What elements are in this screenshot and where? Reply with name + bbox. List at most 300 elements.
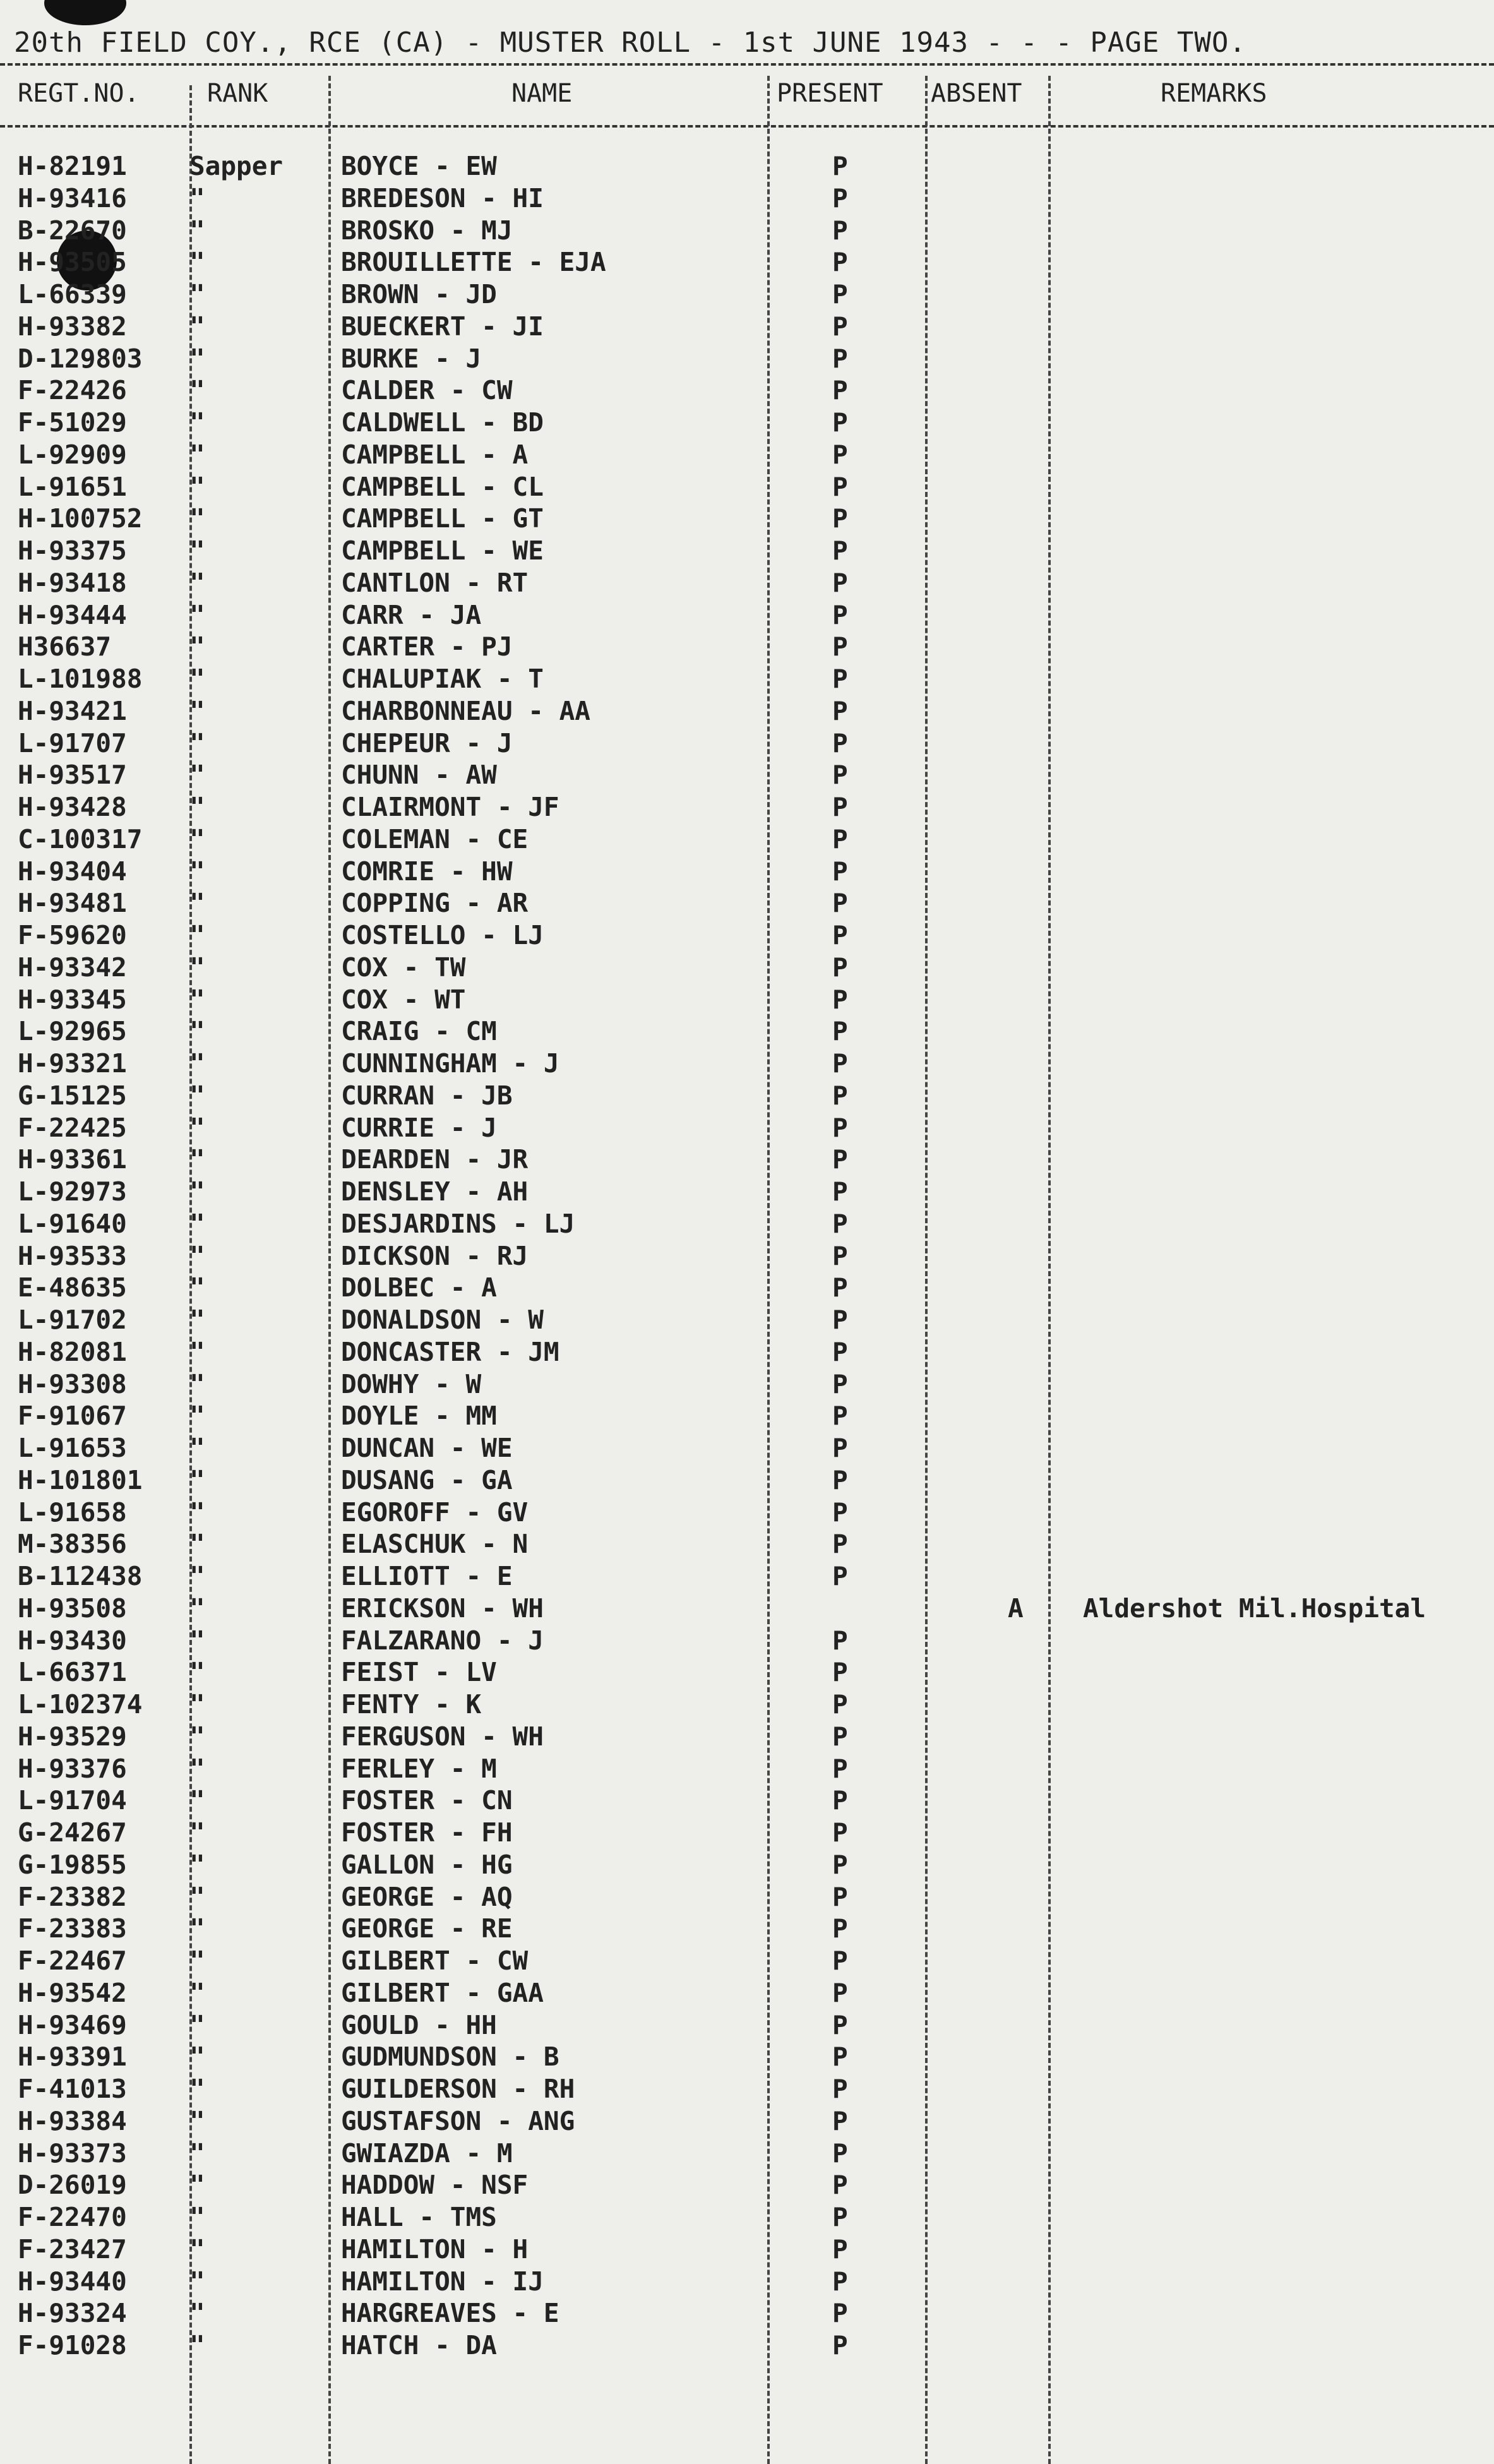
soldier-name: CAMPBELL - WE — [341, 535, 544, 566]
soldier-name: FENTY - K — [341, 1689, 482, 1719]
soldier-name: CANTLON - RT — [341, 567, 529, 598]
soldier-name: COLEMAN - CE — [341, 823, 529, 854]
present-mark: P — [832, 471, 848, 502]
soldier-name: DUSANG - GA — [341, 1464, 513, 1495]
rank: " — [189, 215, 205, 246]
table-row — [0, 1144, 1494, 1176]
table-row — [0, 2073, 1494, 2105]
table-row — [0, 439, 1494, 471]
rank: Sapper — [189, 151, 284, 181]
table-row — [0, 278, 1494, 311]
soldier-name: FERLEY - M — [341, 1753, 497, 1784]
table-row — [0, 791, 1494, 823]
regt-number: F-23427 — [18, 2234, 127, 2264]
rank: " — [189, 760, 205, 791]
soldier-name: CRAIG - CM — [341, 1016, 497, 1047]
col-header-regt: REGT.NO. — [18, 79, 140, 108]
present-mark: P — [832, 2138, 848, 2168]
title-underline — [0, 63, 1494, 66]
regt-number: F-91067 — [18, 1401, 127, 1432]
rank: " — [189, 1657, 205, 1688]
soldier-name: FERGUSON - WH — [341, 1721, 544, 1752]
regt-number: B-112438 — [18, 1561, 143, 1591]
rank: " — [189, 1593, 205, 1624]
table-row — [0, 1464, 1494, 1497]
table-row — [0, 2169, 1494, 2201]
soldier-name: HAMILTON - H — [341, 2234, 529, 2264]
regt-number: G-19855 — [18, 1849, 127, 1880]
regt-number: H-93430 — [18, 1625, 127, 1656]
table-row — [0, 919, 1494, 952]
regt-number: F-59620 — [18, 920, 127, 950]
present-mark: P — [832, 1401, 848, 1432]
regt-number: F-23382 — [18, 1881, 127, 1912]
rank: " — [189, 1881, 205, 1912]
regt-number: L-102374 — [18, 1689, 143, 1719]
table-row — [0, 374, 1494, 407]
soldier-name: GEORGE - AQ — [341, 1881, 513, 1912]
regt-number: F-23383 — [18, 1913, 127, 1944]
regt-number: H-93440 — [18, 2266, 127, 2297]
table-row — [0, 1336, 1494, 1368]
present-mark: P — [832, 631, 848, 662]
present-mark: P — [832, 1240, 848, 1271]
table-row — [0, 1528, 1494, 1560]
remarks: Aldershot Mil.Hospital — [1083, 1593, 1426, 1624]
rank: " — [189, 247, 205, 278]
present-mark: P — [832, 1625, 848, 1656]
soldier-name: FEIST - LV — [341, 1657, 497, 1688]
regt-number: H-93375 — [18, 535, 127, 566]
soldier-name: CAMPBELL - CL — [341, 471, 544, 502]
present-mark: P — [832, 2266, 848, 2297]
rank: " — [189, 2298, 205, 2329]
table-row — [0, 1977, 1494, 2009]
rank: " — [189, 279, 205, 309]
rank: " — [189, 471, 205, 502]
rank: " — [189, 439, 205, 470]
rank: " — [189, 856, 205, 887]
present-mark: P — [832, 311, 848, 342]
rank: " — [189, 1016, 205, 1047]
regt-number: H-93345 — [18, 984, 127, 1015]
soldier-name: BURKE - J — [341, 343, 482, 374]
soldier-name: CURRAN - JB — [341, 1080, 513, 1111]
present-mark: P — [832, 2298, 848, 2329]
rank: " — [189, 952, 205, 983]
col-header-remarks: REMARKS — [1161, 79, 1267, 108]
present-mark: P — [832, 1977, 848, 2008]
regt-number: L-101988 — [18, 664, 143, 694]
rank: " — [189, 2074, 205, 2104]
regt-number: L-92965 — [18, 1016, 127, 1047]
present-mark: P — [832, 215, 848, 246]
present-mark: P — [832, 984, 848, 1015]
present-mark: P — [832, 279, 848, 309]
regt-number: H-82191 — [18, 151, 127, 181]
soldier-name: COMRIE - HW — [341, 856, 513, 887]
table-row — [0, 727, 1494, 760]
rank: " — [189, 1689, 205, 1719]
regt-number: L-92909 — [18, 439, 127, 470]
table-row — [0, 311, 1494, 343]
soldier-name: BREDESON - HI — [341, 182, 544, 213]
present-mark: P — [832, 1112, 848, 1143]
table-row — [0, 823, 1494, 856]
rank: " — [189, 1817, 205, 1848]
present-mark: P — [832, 1753, 848, 1784]
table-row — [0, 984, 1494, 1016]
table-row — [0, 2329, 1494, 2362]
soldier-name: GILBERT - GAA — [341, 1977, 544, 2008]
soldier-name: CARR - JA — [341, 599, 482, 630]
rank: " — [189, 599, 205, 630]
regt-number: H-93481 — [18, 888, 127, 919]
rank: " — [189, 1946, 205, 1976]
regt-number: F-22467 — [18, 1946, 127, 1976]
present-mark: P — [832, 407, 848, 438]
col-header-name: NAME — [511, 79, 573, 108]
table-row — [0, 1849, 1494, 1881]
regt-number: H-93508 — [18, 1593, 127, 1624]
table-row — [0, 1272, 1494, 1304]
present-mark: P — [832, 1946, 848, 1976]
present-mark: P — [832, 2234, 848, 2264]
rank: " — [189, 567, 205, 598]
present-mark: P — [832, 599, 848, 630]
table-row — [0, 1048, 1494, 1080]
present-mark: P — [832, 2105, 848, 2136]
table-row — [0, 2234, 1494, 2266]
present-mark: P — [832, 760, 848, 791]
table-row — [0, 1881, 1494, 1913]
present-mark: P — [832, 151, 848, 181]
regt-number: H-82081 — [18, 1336, 127, 1367]
rank: " — [189, 2234, 205, 2264]
col-header-rank: RANK — [207, 79, 268, 108]
present-mark: P — [832, 792, 848, 822]
present-mark: P — [832, 1144, 848, 1175]
soldier-name: GALLON - HG — [341, 1849, 513, 1880]
present-mark: P — [832, 1048, 848, 1079]
rank: " — [189, 1272, 205, 1303]
soldier-name: BOYCE - EW — [341, 151, 497, 181]
regt-number: G-24267 — [18, 1817, 127, 1848]
table-row — [0, 695, 1494, 727]
present-mark: P — [832, 1368, 848, 1399]
rank: " — [189, 1721, 205, 1752]
soldier-name: CHARBONNEAU - AA — [341, 695, 590, 726]
regt-number: L-91640 — [18, 1208, 127, 1239]
regt-number: F-22425 — [18, 1112, 127, 1143]
present-mark: P — [832, 2009, 848, 2040]
rank: " — [189, 343, 205, 374]
regt-number: F-22470 — [18, 2202, 127, 2232]
regt-number: H-93444 — [18, 599, 127, 630]
regt-number: H-93376 — [18, 1753, 127, 1784]
present-mark: P — [832, 1497, 848, 1528]
table-row — [0, 150, 1494, 182]
table-row — [0, 1656, 1494, 1689]
soldier-name: ERICKSON - WH — [341, 1593, 544, 1624]
soldier-name: DEARDEN - JR — [341, 1144, 529, 1175]
table-row — [0, 599, 1494, 631]
table-row — [0, 1368, 1494, 1401]
soldier-name: COX - WT — [341, 984, 466, 1015]
rank: " — [189, 1529, 205, 1560]
rank: " — [189, 1208, 205, 1239]
table-row — [0, 759, 1494, 791]
regt-number: H-93382 — [18, 311, 127, 342]
soldier-name: CHALUPIAK - T — [341, 664, 544, 694]
present-mark: P — [832, 2330, 848, 2360]
rank: " — [189, 1753, 205, 1784]
table-row — [0, 1304, 1494, 1336]
soldier-name: DOWHY - W — [341, 1368, 482, 1399]
rank: " — [189, 2330, 205, 2360]
present-mark: P — [832, 1464, 848, 1495]
table-row — [0, 887, 1494, 919]
present-mark: P — [832, 2202, 848, 2232]
present-mark: P — [832, 503, 848, 534]
rank: " — [189, 1401, 205, 1432]
rank: " — [189, 2266, 205, 2297]
present-mark: P — [832, 952, 848, 983]
regt-number: G-15125 — [18, 1080, 127, 1111]
table-row — [0, 1593, 1494, 1625]
soldier-name: CHEPEUR - J — [341, 727, 513, 758]
soldier-name: FOSTER - CN — [341, 1785, 513, 1816]
soldier-name: CALDWELL - BD — [341, 407, 544, 438]
soldier-name: CALDER - CW — [341, 375, 513, 406]
soldier-name: HALL - TMS — [341, 2202, 497, 2232]
rank: " — [189, 2105, 205, 2136]
rank: " — [189, 2202, 205, 2232]
present-mark: P — [832, 727, 848, 758]
table-row — [0, 1208, 1494, 1240]
soldier-name: HARGREAVES - E — [341, 2298, 559, 2329]
regt-number: H-93324 — [18, 2298, 127, 2329]
regt-number: H-93517 — [18, 760, 127, 791]
table-row — [0, 567, 1494, 599]
present-mark: P — [832, 888, 848, 919]
soldier-name: HATCH - DA — [341, 2330, 497, 2360]
present-mark: P — [832, 1849, 848, 1880]
soldier-name: BROSKO - MJ — [341, 215, 513, 246]
soldier-name: DONCASTER - JM — [341, 1336, 559, 1367]
rank: " — [189, 1913, 205, 1944]
soldier-name: DICKSON - RJ — [341, 1240, 529, 1271]
regt-number: L-91702 — [18, 1305, 127, 1335]
present-mark: P — [832, 1721, 848, 1752]
table-row — [0, 1497, 1494, 1529]
rank: " — [189, 311, 205, 342]
present-mark: P — [832, 343, 848, 374]
muster-table-body — [0, 150, 1494, 2362]
regt-number: H-93342 — [18, 952, 127, 983]
present-mark: P — [832, 1561, 848, 1591]
soldier-name: DONALDSON - W — [341, 1305, 544, 1335]
regt-number: H-93533 — [18, 1240, 127, 1271]
rank: " — [189, 535, 205, 566]
soldier-name: CUNNINGHAM - J — [341, 1048, 559, 1079]
rank: " — [189, 823, 205, 854]
soldier-name: DOYLE - MM — [341, 1401, 497, 1432]
present-mark: P — [832, 247, 848, 278]
regt-number: H-93416 — [18, 182, 127, 213]
table-row — [0, 1625, 1494, 1657]
soldier-name: BROUILLETTE - EJA — [341, 247, 606, 278]
regt-number: H-93542 — [18, 1977, 127, 2008]
present-mark: P — [832, 1176, 848, 1207]
present-mark: P — [832, 1913, 848, 1944]
table-row — [0, 2105, 1494, 2138]
soldier-name: CURRIE - J — [341, 1112, 497, 1143]
rank: " — [189, 375, 205, 406]
regt-number: H-93321 — [18, 1048, 127, 1079]
regt-number: L-91707 — [18, 727, 127, 758]
soldier-name: CAMPBELL - GT — [341, 503, 544, 534]
soldier-name: DESJARDINS - LJ — [341, 1208, 575, 1239]
present-mark: P — [832, 1817, 848, 1848]
regt-number: B-22670 — [18, 215, 127, 246]
soldier-name: GEORGE - RE — [341, 1913, 513, 1944]
regt-number: L-91651 — [18, 471, 127, 502]
soldier-name: COSTELLO - LJ — [341, 920, 544, 950]
table-row — [0, 1560, 1494, 1593]
rank: " — [189, 1625, 205, 1656]
soldier-name: COX - TW — [341, 952, 466, 983]
rank: " — [189, 1144, 205, 1175]
rank: " — [189, 407, 205, 438]
col-header-absent: ABSENT — [931, 79, 1022, 108]
present-mark: P — [832, 1208, 848, 1239]
regt-number: H-93384 — [18, 2105, 127, 2136]
table-row — [0, 503, 1494, 535]
regt-number: L-66339 — [18, 279, 127, 309]
present-mark: P — [832, 823, 848, 854]
present-mark: P — [832, 1272, 848, 1303]
table-row — [0, 1913, 1494, 1945]
soldier-name: CLAIRMONT - JF — [341, 792, 559, 822]
regt-number: E-48635 — [18, 1272, 127, 1303]
table-row — [0, 407, 1494, 439]
regt-number: H36637 — [18, 631, 112, 662]
regt-number: H-93373 — [18, 2138, 127, 2168]
rank: " — [189, 2138, 205, 2168]
rank: " — [189, 1112, 205, 1143]
soldier-name: COPPING - AR — [341, 888, 529, 919]
rank: " — [189, 1464, 205, 1495]
rank: " — [189, 1240, 205, 1271]
regt-number: C-100317 — [18, 823, 143, 854]
table-row — [0, 856, 1494, 888]
regt-number: H-93469 — [18, 2009, 127, 2040]
present-mark: P — [832, 439, 848, 470]
rank: " — [189, 1176, 205, 1207]
present-mark: P — [832, 920, 848, 950]
regt-number: H-93391 — [18, 2042, 127, 2072]
rank: " — [189, 2009, 205, 2040]
regt-number: F-22426 — [18, 375, 127, 406]
table-row — [0, 246, 1494, 278]
table-row — [0, 215, 1494, 247]
regt-number: L-66371 — [18, 1657, 127, 1688]
rank: " — [189, 1336, 205, 1367]
rank: " — [189, 920, 205, 950]
table-row — [0, 1176, 1494, 1208]
rank: " — [189, 984, 205, 1015]
present-mark: P — [832, 856, 848, 887]
present-mark: P — [832, 1881, 848, 1912]
rank: " — [189, 503, 205, 534]
soldier-name: DUNCAN - WE — [341, 1433, 513, 1463]
table-row — [0, 2138, 1494, 2170]
rank: " — [189, 888, 205, 919]
regt-number: L-91658 — [18, 1497, 127, 1528]
table-row — [0, 1240, 1494, 1272]
present-mark: P — [832, 1305, 848, 1335]
regt-number: H-93428 — [18, 792, 127, 822]
table-row — [0, 535, 1494, 567]
soldier-name: GOULD - HH — [341, 2009, 497, 2040]
rank: " — [189, 727, 205, 758]
regt-number: F-91028 — [18, 2330, 127, 2360]
table-row — [0, 2041, 1494, 2073]
regt-number: H-93505 — [18, 247, 127, 278]
soldier-name: GUSTAFSON - ANG — [341, 2105, 575, 2136]
table-row — [0, 1785, 1494, 1817]
rank: " — [189, 182, 205, 213]
present-mark: P — [832, 1433, 848, 1463]
table-row — [0, 1112, 1494, 1144]
present-mark: P — [832, 535, 848, 566]
page-title: 20th FIELD COY., RCE (CA) - MUSTER ROLL - 1st JUNE 1943 - - - PAGE TWO. — [14, 27, 1246, 59]
table-row — [0, 343, 1494, 375]
present-mark: P — [832, 1016, 848, 1047]
rank: " — [189, 631, 205, 662]
table-row — [0, 663, 1494, 695]
rank: " — [189, 2042, 205, 2072]
absent-mark: A — [1008, 1593, 1024, 1624]
regt-number: M-38356 — [18, 1529, 127, 1560]
soldier-name: GUDMUNDSON - B — [341, 2042, 559, 2072]
soldier-name: HAMILTON - IJ — [341, 2266, 544, 2297]
present-mark: P — [832, 1080, 848, 1111]
present-mark: P — [832, 2170, 848, 2201]
regt-number: D-129803 — [18, 343, 143, 374]
rank: " — [189, 1561, 205, 1591]
present-mark: P — [832, 182, 848, 213]
present-mark: P — [832, 2074, 848, 2104]
rank: " — [189, 1080, 205, 1111]
regt-number: L-91704 — [18, 1785, 127, 1816]
rank: " — [189, 2170, 205, 2201]
rank: " — [189, 1305, 205, 1335]
present-mark: P — [832, 567, 848, 598]
regt-number: H-93361 — [18, 1144, 127, 1175]
rank: " — [189, 1785, 205, 1816]
table-row — [0, 631, 1494, 663]
regt-number: F-41013 — [18, 2074, 127, 2104]
soldier-name: ELASCHUK - N — [341, 1529, 529, 1560]
table-row — [0, 2201, 1494, 2234]
present-mark: P — [832, 1785, 848, 1816]
rank: " — [189, 1048, 205, 1079]
table-row — [0, 1015, 1494, 1048]
paper-corner-mark — [44, 0, 126, 25]
soldier-name: CAMPBELL - A — [341, 439, 529, 470]
